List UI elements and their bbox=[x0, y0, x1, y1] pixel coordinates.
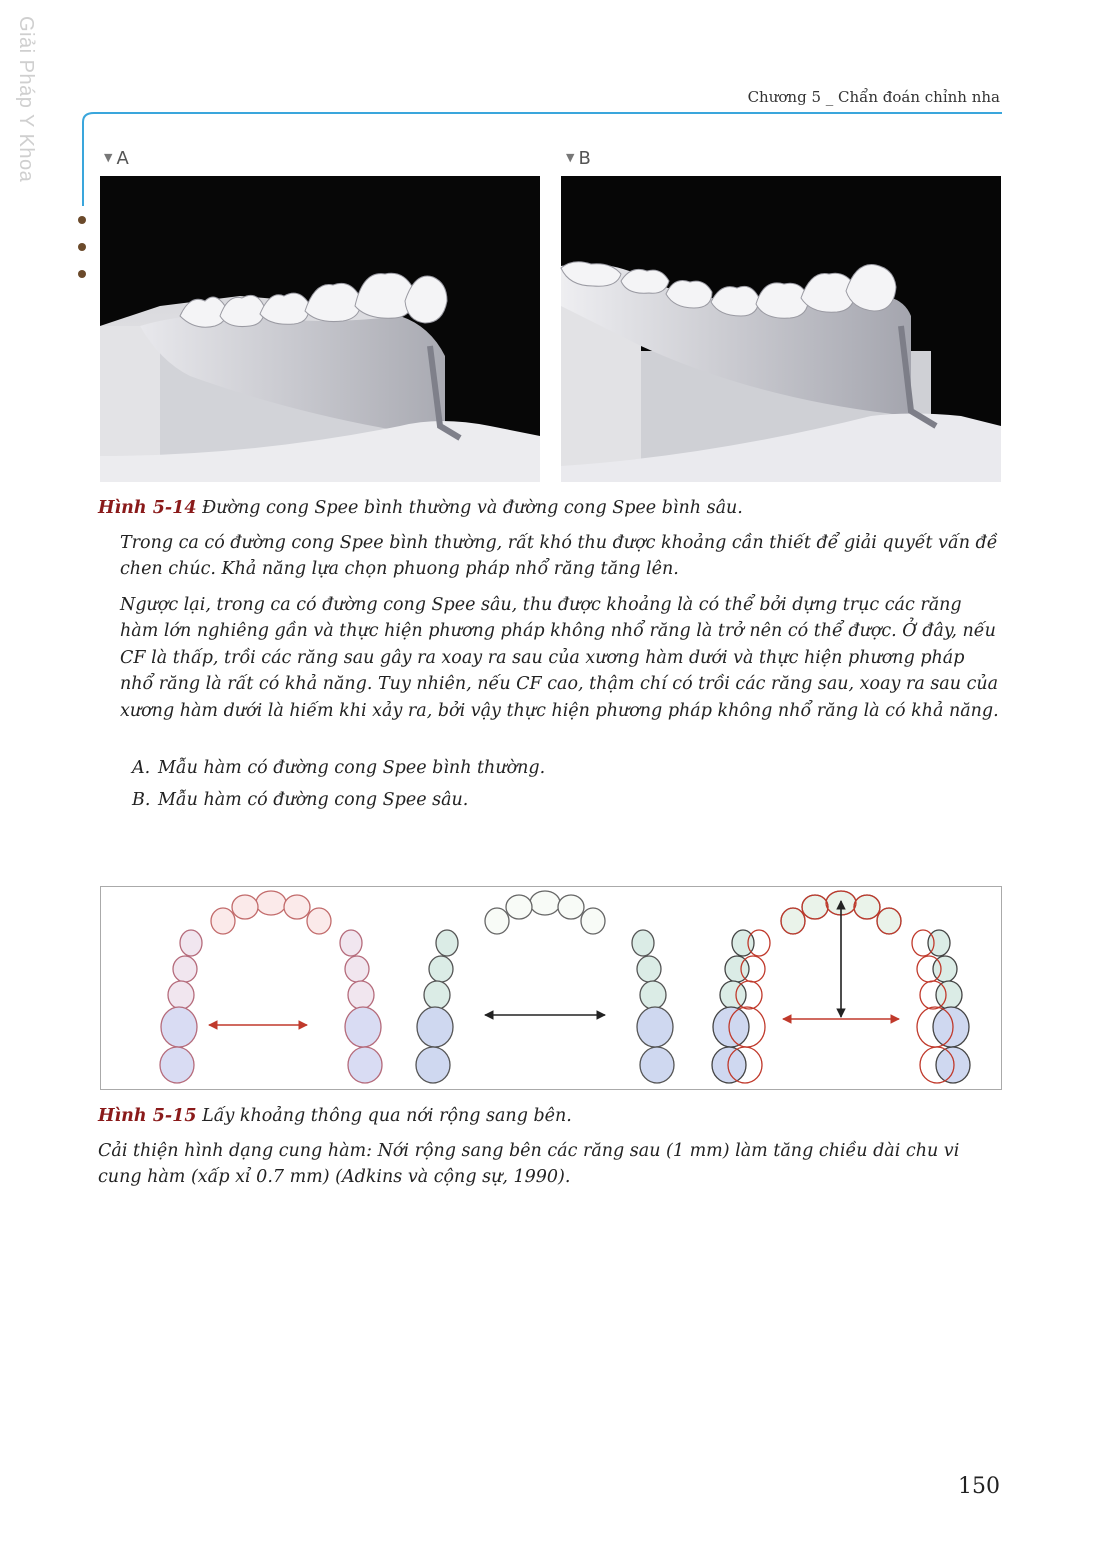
list-item-a bbox=[132, 758, 545, 778]
panel-b-label: ▼ B bbox=[566, 148, 591, 169]
tooth bbox=[936, 1047, 970, 1083]
list-item-label: A. bbox=[132, 758, 151, 778]
tooth bbox=[712, 1047, 746, 1083]
tooth bbox=[417, 1007, 453, 1047]
tooth bbox=[637, 1007, 673, 1047]
arch-expanded bbox=[416, 891, 674, 1083]
tooth bbox=[348, 1047, 382, 1083]
tooth bbox=[581, 908, 605, 934]
tooth bbox=[348, 981, 374, 1009]
tooth bbox=[637, 956, 661, 982]
tooth bbox=[485, 908, 509, 934]
tooth bbox=[211, 908, 235, 934]
tooth bbox=[640, 1047, 674, 1083]
tooth bbox=[713, 1007, 749, 1047]
chapter-header: Chương 5 _ Chẩn đoán chỉnh nha bbox=[747, 88, 1000, 106]
list-item-b bbox=[132, 790, 468, 810]
figure2-paragraph: Cải thiện hình dạng cung hàm: Nới rộng sang bên các răng sau (1 mm) làm tăng chiều dài chu vi cung hàm (xấp xỉ 0.7 mm) (Adkins và cộng sự, 1990). bbox=[98, 1141, 960, 1188]
tooth bbox=[232, 895, 258, 919]
tooth bbox=[725, 956, 749, 982]
tooth bbox=[256, 891, 286, 915]
tooth bbox=[180, 930, 202, 956]
figure1-paragraph-1: Trong ca có đường cong Spee bình thường, rất khó thu được khoảng cần thiết để giải quyết vấn đề chen chúc. Khả năng lựa chọn phuong pháp nhổ răng tăng lên. bbox=[120, 533, 998, 580]
figure2-caption-text: Lấy khoảng thông qua nới rộng sang bên. bbox=[202, 1106, 572, 1126]
tooth bbox=[161, 1007, 197, 1047]
tooth bbox=[307, 908, 331, 934]
figure1-caption-number: Hình 5-14 bbox=[98, 498, 197, 518]
figure2-caption bbox=[98, 1106, 572, 1126]
photo-normal-spee bbox=[100, 176, 540, 482]
page-number: 150 bbox=[958, 1474, 1000, 1499]
figure2-caption-number: Hình 5-15 bbox=[98, 1106, 197, 1126]
arch-normal bbox=[160, 891, 382, 1083]
tooth bbox=[436, 930, 458, 956]
arch-overlay bbox=[712, 891, 970, 1083]
tooth bbox=[933, 956, 957, 982]
list-item-text: Mẫu hàm có đường cong Spee sâu. bbox=[158, 790, 469, 810]
photo-deep-spee bbox=[561, 176, 1001, 482]
tooth bbox=[345, 1007, 381, 1047]
tooth bbox=[936, 981, 962, 1009]
side-watermark bbox=[2, 8, 37, 208]
side-dots bbox=[78, 216, 86, 297]
tooth bbox=[173, 956, 197, 982]
tooth bbox=[558, 895, 584, 919]
arch-diagram-figure bbox=[100, 886, 1002, 1090]
header-corner bbox=[82, 112, 98, 128]
dot bbox=[78, 270, 86, 278]
tooth bbox=[720, 981, 746, 1009]
dot bbox=[78, 216, 86, 224]
list-item-text: Mẫu hàm có đường cong Spee bình thường. bbox=[158, 758, 546, 778]
figure1-caption-text: Đường cong Spee bình thường và đường cong Spee bình sâu. bbox=[202, 498, 743, 518]
tooth bbox=[429, 956, 453, 982]
tooth bbox=[345, 956, 369, 982]
tooth bbox=[530, 891, 560, 915]
tooth bbox=[284, 895, 310, 919]
tooth bbox=[160, 1047, 194, 1083]
figure1-caption bbox=[98, 498, 743, 518]
tooth bbox=[632, 930, 654, 956]
panel-a-label: ▼ A bbox=[104, 148, 129, 169]
figure1-paragraph-2: Ngược lại, trong ca có đường cong Spee sâu, thu được khoảng là có thể bởi dựng trục các răng hàm lớn nghiêng gần và thực hiện phương pháp không nhổ răng là trở nên có thể được. Ở đây, nếu CF là thấp, trồi các răng sau gây ra xoay ra sau của xương hàm dưới và thực hiện phương pháp nhổ răng là rất có khả năng. Tuy nhiên, nếu CF cao, thậm chí có trồi các răng sau, xoay ra sau của xương hàm dưới là hiếm khi xảy ra, bởi vậy thực hiện phương pháp không nhổ răng là có khả năng. bbox=[120, 595, 999, 721]
tooth bbox=[506, 895, 532, 919]
tooth bbox=[168, 981, 194, 1009]
dot bbox=[78, 243, 86, 251]
tooth bbox=[416, 1047, 450, 1083]
tooth bbox=[640, 981, 666, 1009]
watermark-text: Giải Pháp Y Khoa bbox=[15, 16, 37, 183]
header-rule bbox=[96, 112, 1002, 114]
list-item-label: B. bbox=[132, 790, 151, 810]
tooth bbox=[424, 981, 450, 1009]
header-vertical-rule bbox=[82, 126, 84, 206]
tooth bbox=[933, 1007, 969, 1047]
tooth bbox=[340, 930, 362, 956]
